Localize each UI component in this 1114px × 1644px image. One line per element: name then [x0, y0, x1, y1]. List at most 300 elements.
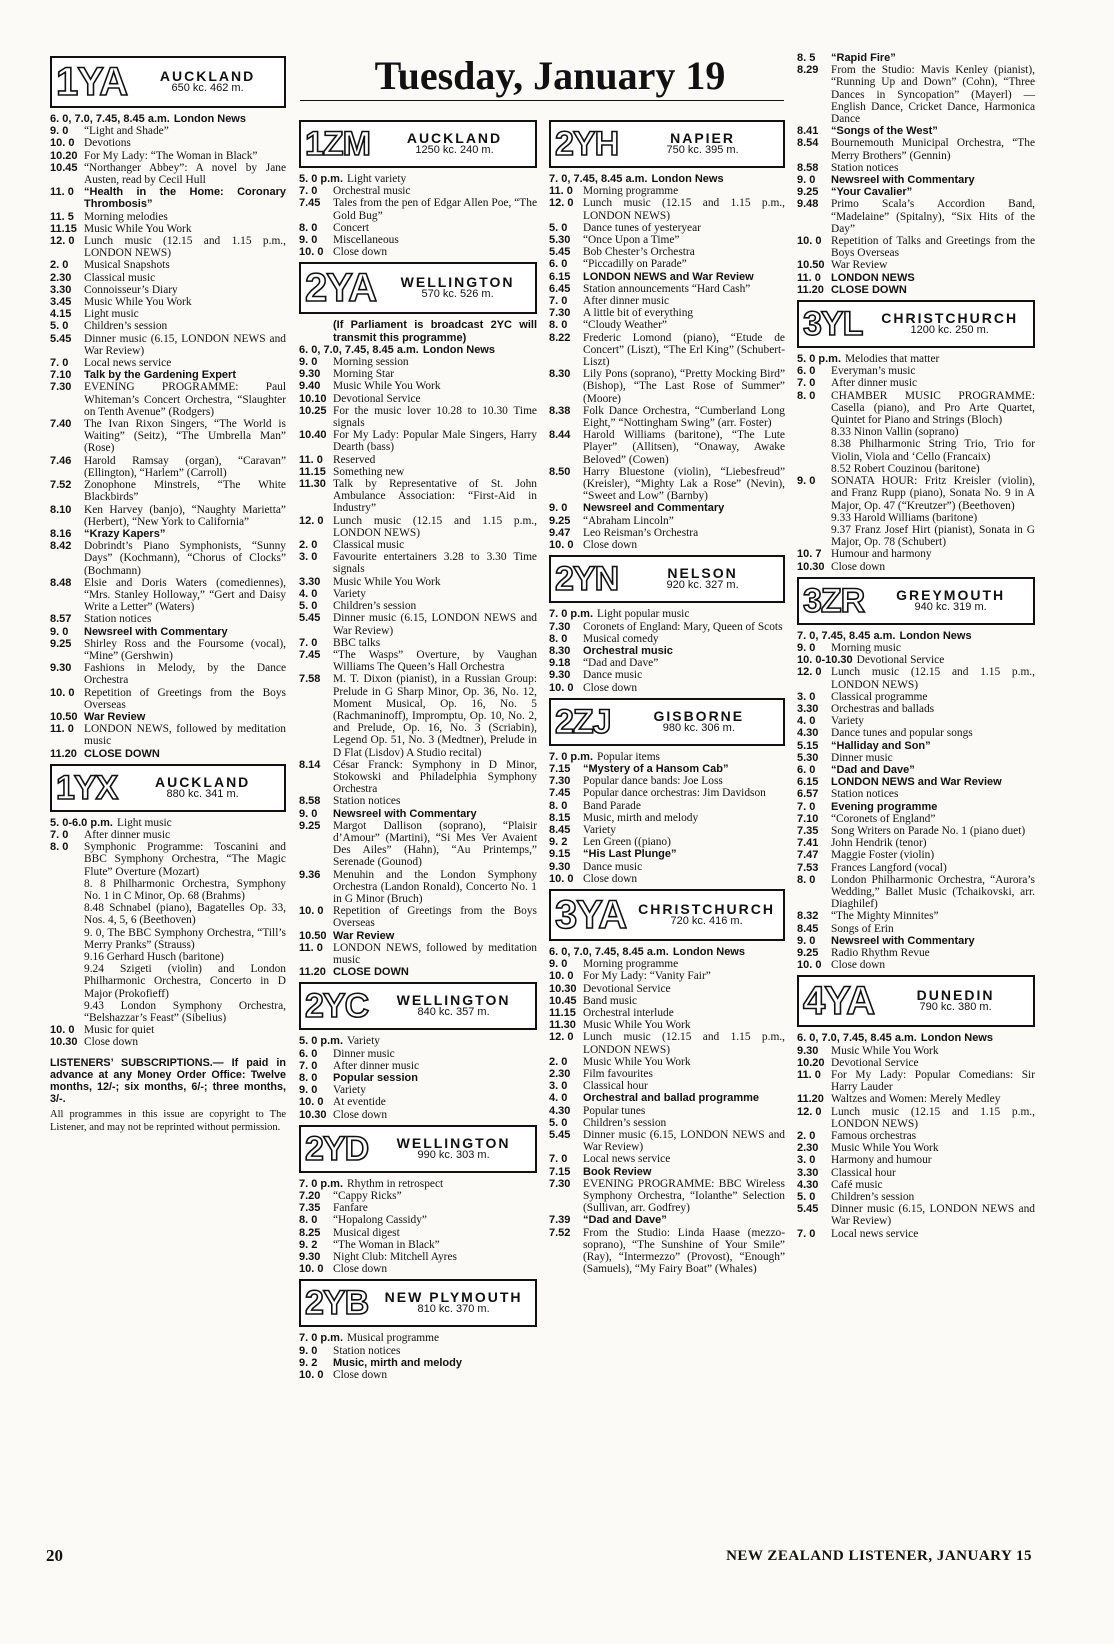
programme-description: Light music	[116, 816, 172, 829]
programme-entry	[549, 1068, 785, 1080]
programme-time: 10. 7	[797, 548, 822, 561]
programme-description: “Cappy Ricks”	[333, 1190, 402, 1203]
station-header-2yd	[299, 1125, 537, 1173]
station-details	[630, 900, 783, 927]
programme-time: 5.30	[797, 751, 819, 764]
programme-description: Lunch music (12.15 and 1.15 p.m., LONDON NEWS)	[831, 1105, 1035, 1130]
programme-time: 7.30	[50, 381, 72, 394]
programme-description: Dance tunes of yesteryear	[583, 221, 701, 234]
programme-description: For the music lover 10.28 to 10.30 Time signals	[333, 404, 537, 430]
programme-description: Dinner music (6.15, LONDON NEWS and War Review)	[84, 332, 286, 357]
programme-description: Harmony and humour	[831, 1154, 932, 1167]
programme-description: “Songs of the West”	[831, 125, 938, 138]
programme-entry	[797, 1130, 1035, 1142]
programme-description: Dinner music (6.15, LONDON NEWS and War Review)	[333, 612, 537, 637]
programme-description: Shirley Ross and the Foursome (vocal), “Mine” (Gershwin)	[84, 637, 286, 662]
programme-description: Music, mirth and melody	[583, 811, 699, 824]
programme-description: Everyman’s music	[831, 365, 916, 378]
programme-entry	[50, 841, 286, 878]
programme-entry	[299, 1345, 537, 1357]
programme-entry	[549, 848, 785, 860]
programme-time: 6.15	[797, 776, 819, 789]
programme-entry	[50, 662, 286, 686]
station-header-3zr	[797, 577, 1035, 625]
programme-entry	[50, 150, 286, 162]
column-3	[549, 116, 785, 1275]
programme-description: War Review	[84, 710, 146, 723]
programme-time: 6.57	[797, 788, 819, 801]
programme-description: Music While You Work	[333, 575, 441, 588]
programme-entry	[797, 1032, 1035, 1044]
programme-entry	[549, 368, 785, 405]
station-details	[372, 1134, 535, 1161]
programme-time: 2.30	[797, 1142, 819, 1155]
programme-description: LONDON NEWS, followed by meditation music	[333, 941, 537, 966]
programme-description: Variety	[831, 715, 864, 728]
programme-entry	[549, 763, 785, 775]
programme-subitem	[797, 463, 1035, 475]
programme-entry	[549, 800, 785, 812]
programme-description: “Cloudy Weather”	[583, 319, 667, 332]
programme-time: 4.30	[549, 1104, 571, 1117]
programme-time: 11. 0	[549, 185, 573, 198]
programme-description: Musical digest	[333, 1226, 400, 1239]
programme-entry	[549, 429, 785, 466]
station-details	[878, 989, 1033, 1013]
programme-entry	[797, 198, 1035, 235]
programme-entry	[797, 64, 1035, 125]
programme-time: 4.30	[797, 727, 819, 740]
programme-entry	[299, 551, 537, 575]
programme-entry	[549, 751, 785, 763]
programme-entry	[549, 197, 785, 221]
programme-entry	[50, 540, 286, 577]
programme-description: “Dad and Dave”	[583, 1214, 667, 1227]
station-details	[622, 129, 783, 156]
programme-description: Connoisseur’s Diary	[84, 283, 178, 296]
programme-entry	[797, 825, 1035, 837]
programme-time: 7.10	[797, 812, 819, 825]
programme-description: London News	[899, 629, 972, 642]
programme-entry	[299, 1357, 537, 1369]
programme-description: Children’s session	[831, 1191, 915, 1204]
programme-entry	[797, 752, 1035, 764]
programme-entry	[549, 1056, 785, 1068]
programme-entry	[299, 1369, 537, 1381]
programme-subitem	[797, 426, 1035, 438]
programme-description: 8.38 Philharmonic String Trio, Trio for Violin, Viola and ‘Cello (Francaix)	[831, 438, 1035, 463]
programme-description: Dance music	[583, 860, 643, 873]
station-frequency: 720 kc. 416 m.	[670, 914, 743, 927]
programme-description: 8.33 Ninon Vallin (soprano)	[831, 426, 959, 439]
programme-entry	[549, 173, 785, 185]
programme-entry	[797, 727, 1035, 739]
station-call-sign: 2YA	[305, 266, 377, 311]
programme-entry	[50, 748, 286, 760]
programme-entry	[797, 666, 1035, 690]
programme-entry	[50, 223, 286, 235]
programme-time: 9. 0	[797, 475, 816, 488]
programme-time: 11. 0	[299, 453, 323, 466]
programme-description: Station notices	[831, 788, 899, 801]
programme-time: 9. 0	[299, 1344, 318, 1357]
station-call-sign: 2YD	[305, 1129, 369, 1168]
programme-description: Lunch music (12.15 and 1.15 p.m., LONDON NEWS)	[583, 1031, 785, 1056]
programme-description: LONDON NEWS	[831, 271, 915, 284]
programme-description: London News	[173, 113, 246, 125]
programme-entry	[549, 502, 785, 514]
programme-entry	[797, 365, 1035, 377]
programme-description: Fashions in Melody, by the Dance Orchestra	[84, 662, 286, 687]
programme-time: 7.40	[50, 418, 72, 431]
programme-entry	[797, 1045, 1035, 1057]
programme-entry	[50, 504, 286, 528]
programme-description: War Review	[831, 259, 888, 272]
programme-entry	[299, 673, 537, 758]
programme-subitem	[797, 524, 1035, 548]
programme-time: 10.20	[50, 149, 78, 162]
programme-entry	[797, 377, 1035, 389]
programme-entry	[797, 801, 1035, 813]
programme-time: 6. 0	[797, 365, 816, 378]
programme-time: 9.30	[299, 1251, 321, 1264]
programme-time: 11.20	[797, 283, 824, 296]
programme-time: 7.39	[549, 1214, 571, 1227]
programme-time: 6.15	[549, 270, 571, 283]
programme-entry	[797, 52, 1035, 64]
programme-description: John Hendrik (tenor)	[831, 837, 927, 850]
programme-entry	[549, 527, 785, 539]
programme-description: Devotional Service	[583, 982, 671, 995]
programme-description: CLOSE DOWN	[333, 966, 409, 979]
programme-entry	[549, 185, 785, 197]
programme-time: 8. 5	[797, 52, 816, 64]
programme-subitem	[50, 927, 286, 951]
programme-time: 10.50	[797, 259, 825, 272]
programme-description: Close down	[333, 1263, 388, 1276]
programme-description: Music While You Work	[583, 1055, 691, 1068]
station-details	[868, 586, 1033, 613]
programme-entry	[50, 577, 286, 614]
station-details	[380, 276, 535, 300]
programme-time: 8.29	[797, 64, 819, 77]
programme-entry	[797, 162, 1035, 174]
programme-description: Variety	[347, 1035, 380, 1048]
programme-time: 8. 0	[299, 1072, 318, 1084]
programme-entry	[797, 813, 1035, 825]
programme-time: 7. 0	[299, 636, 318, 649]
programme-time: 8.58	[797, 161, 819, 174]
programme-time: 4.30	[797, 1178, 819, 1191]
programme-description: “The Woman in Black”	[333, 1238, 440, 1251]
programme-time: 11.15	[549, 1006, 576, 1019]
programme-description: Local news service	[831, 1227, 919, 1240]
programme-description: LONDON NEWS and War Review	[831, 776, 1002, 789]
programme-time: 10. 0	[549, 539, 574, 552]
station-city: NELSON	[667, 565, 738, 582]
programme-time: 10. 0	[797, 959, 822, 972]
programme-description: Talk by Representative of St. John Ambulance Association: “First-Aid in Industry”	[333, 478, 537, 515]
programme-time: 7. 0 p.m.	[549, 750, 594, 763]
programme-description: “Krazy Kapers”	[84, 527, 166, 540]
programme-entry	[299, 1263, 537, 1275]
programme-description: Light popular music	[597, 608, 690, 621]
programme-entry	[50, 320, 286, 332]
programme-subitem	[299, 319, 537, 343]
programme-entry	[299, 405, 537, 429]
station-frequency: 810 kc. 370 m.	[417, 1303, 490, 1316]
programme-time: 9. 0	[299, 356, 318, 369]
programme-entry	[50, 137, 286, 149]
programme-time: 8.38	[549, 404, 571, 417]
station-call-sign: 1ZM	[305, 125, 370, 163]
programme-time: 8.15	[549, 811, 571, 824]
programme-entry	[797, 475, 1035, 512]
programme-entry	[549, 1227, 785, 1276]
programme-time: 7. 0	[50, 828, 69, 841]
station-frequency: 790 kc. 380 m.	[919, 1001, 992, 1014]
programme-description: Melodies that matter	[845, 353, 940, 366]
programme-time: 11.20	[797, 1093, 824, 1106]
programme-entry	[299, 600, 537, 612]
programme-entry	[299, 234, 537, 246]
programme-description: BBC talks	[333, 636, 381, 649]
programme-description: Primo Scala’s Accordion Band, “Madelaine” (Spitalny), “Six Hits of the Day”	[831, 198, 1035, 235]
station-details	[372, 1291, 535, 1315]
programme-entry	[50, 284, 286, 296]
programme-description: Close down	[831, 560, 886, 573]
programme-entry	[299, 1202, 537, 1214]
programme-description: Lunch music (12.15 and 1.15 p.m., LONDON NEWS)	[831, 666, 1035, 691]
programme-description: Dinner music (6.15, LONDON NEWS and War Review)	[583, 1129, 785, 1154]
programme-description: Film favourites	[583, 1067, 653, 1080]
programme-description: Rhythm in retrospect	[347, 1177, 444, 1190]
programme-description: Devotional Service	[856, 654, 945, 667]
programme-description: After dinner music	[583, 295, 670, 308]
programme-time: 9. 0	[549, 502, 568, 515]
programme-time: 9.25	[797, 947, 819, 959]
programme-description: Night Club: Mitchell Ayres	[333, 1251, 457, 1264]
station-frequency: 920 kc. 327 m.	[666, 579, 739, 592]
programme-entry	[549, 258, 785, 270]
programme-time: 9. 0	[299, 1084, 318, 1097]
programme-entry	[797, 715, 1035, 727]
programme-description: CLOSE DOWN	[831, 283, 907, 296]
programme-time: 7.45	[299, 197, 321, 210]
programme-time: 6. 0, 7.0, 7.45, 8.45 a.m.	[50, 113, 170, 125]
programme-entry	[50, 418, 286, 455]
programme-description: Lily Pons (soprano), “Pretty Mocking Bird” (Bishop), “The Last Rose of Summer” (Moore)	[583, 368, 785, 405]
programme-time: 10.50	[299, 929, 327, 942]
programme-entry	[50, 333, 286, 357]
programme-time: 2. 0	[299, 539, 318, 552]
programme-entry	[50, 186, 286, 210]
programme-description: Fanfare	[333, 1202, 368, 1215]
programme-time: 8. 0	[50, 841, 69, 854]
programme-description: Music While You Work	[84, 222, 192, 235]
programme-time: 9. 0	[797, 934, 816, 947]
programme-description: Devotional Service	[333, 392, 421, 405]
programme-entry	[797, 910, 1035, 922]
programme-entry	[299, 637, 537, 649]
programme-entry	[299, 759, 537, 796]
programme-entry	[299, 1096, 537, 1108]
programme-entry	[549, 307, 785, 319]
station-city: WELLINGTON	[400, 274, 515, 291]
programme-entry	[50, 479, 286, 503]
programme-entry	[299, 905, 537, 929]
programme-time: 8.45	[549, 823, 571, 836]
programme-description: “Northanger Abbey”: A novel by Jane Austen, read by Cecil Hull	[84, 161, 286, 187]
programme-entry	[299, 966, 537, 978]
programme-time: 3.30	[797, 1166, 819, 1179]
programme-entry	[50, 711, 286, 723]
programme-entry	[797, 1179, 1035, 1191]
programme-time: 7. 0	[797, 800, 816, 813]
page-number: 20	[46, 1546, 63, 1565]
programme-time: 8. 0	[797, 389, 816, 402]
programme-entry	[549, 633, 785, 645]
programme-description: 9.16 Gerhard Husch (baritone)	[84, 951, 224, 963]
programme-entry	[299, 197, 537, 221]
programme-description: From the Studio: Mavis Kenley (pianist), “Running Up and Down” (Cohn), “Three Dances in Syncopation” (Mayerl) — English Dance, Cricket Dance, Harmonica Dance	[831, 64, 1035, 126]
programme-description: Orchestras and ballads	[831, 702, 935, 715]
programme-time: 8. 0	[549, 799, 568, 812]
programme-entry	[549, 657, 785, 669]
programme-entry	[797, 1167, 1035, 1179]
programme-time: 7. 0	[549, 295, 568, 308]
programme-description: Song Writers on Parade No. 1 (piano duet)	[831, 824, 1026, 837]
programme-entry	[50, 113, 286, 125]
programme-entry	[50, 613, 286, 625]
programme-description: Menuhin and the London Symphony Orchestra (Landon Ronald), Concerto No. 1 in G Minor (Bruch)	[333, 868, 537, 905]
programme-description: Station notices	[84, 613, 152, 626]
programme-entry	[797, 174, 1035, 186]
programme-description: “Rapid Fire”	[831, 52, 896, 64]
programme-time: 7.10	[50, 369, 72, 382]
station-call-sign: 3YA	[555, 892, 627, 937]
programme-subitem	[50, 902, 286, 926]
programme-time: 5.45	[299, 612, 321, 625]
programme-description: Newsreel and Commentary	[583, 502, 725, 515]
station-city: AUCKLAND	[154, 773, 251, 790]
programme-entry	[549, 319, 785, 331]
programme-time: 7. 0	[299, 1059, 318, 1072]
programme-description: Musical comedy	[583, 632, 659, 645]
programme-entry	[50, 272, 286, 284]
programme-time: 10.45	[549, 994, 577, 1007]
programme-time: 10.30	[797, 560, 825, 573]
programme-description: Close down	[831, 959, 886, 972]
programme-entry	[299, 1072, 537, 1084]
programme-time: 5. 0	[549, 1116, 568, 1129]
station-call-sign: 4YA	[803, 979, 875, 1024]
programme-time: 7.46	[50, 454, 72, 467]
station-header-3yl	[797, 300, 1035, 348]
programme-time: 12. 0	[50, 235, 75, 248]
programme-description: M. T. Dixon (pianist), in a Russian Group: Prelude in G Sharp Minor, Op. 36, No. 12, Moment Musical, Op. 16, No. 5 (Rachmaninoff), Impromptu, Op. 10, No. 2, and Prelude, Op. 16, No. 3 (Scriabin), Legend Op. 51, No. 3 (Medtner), Prelude in D Flat (Lisdov) A Studio recital)	[333, 673, 537, 759]
programme-time: 10.40	[299, 429, 327, 442]
programme-entry	[299, 478, 537, 515]
programme-time: 10.30	[299, 1108, 327, 1121]
programme-description: Bournemouth Municipal Orchestra, “The Merry Brothers” (Gennin)	[831, 137, 1035, 162]
programme-description: Music for quiet	[84, 1024, 155, 1037]
programme-description: 9.33 Harold Williams (baritone)	[831, 511, 978, 524]
programme-time: 9.25	[299, 819, 321, 832]
programme-description: “Hopalong Cassidy”	[333, 1214, 427, 1227]
programme-time: 12. 0	[299, 514, 324, 527]
programme-entry	[797, 1057, 1035, 1069]
programme-time: 9. 0	[797, 174, 816, 187]
programme-description: Waltzes and Women: Merely Medley	[831, 1093, 1001, 1106]
programme-time: 6. 0	[299, 1047, 318, 1060]
programme-time: 3.45	[50, 296, 72, 309]
programme-time: 8. 0	[299, 1214, 318, 1227]
programme-description: Dinner music	[831, 751, 893, 764]
programme-time: 8.32	[797, 910, 819, 923]
station-header-2yc	[299, 982, 537, 1030]
programme-entry	[50, 381, 286, 418]
programme-description: Variety	[583, 823, 616, 836]
programme-time: 8.14	[299, 758, 321, 771]
programme-description: Classical programme	[831, 690, 928, 703]
programme-time: 2. 0	[549, 1055, 568, 1068]
programme-entry	[549, 1092, 785, 1104]
programme-time: 5.45	[549, 1129, 571, 1141]
programme-time: 9. 0	[797, 641, 816, 654]
programme-entry	[797, 947, 1035, 959]
programme-entry	[549, 539, 785, 551]
programme-time: 10. 0	[549, 872, 574, 885]
programme-description: Popular dance orchestras: Jim Davidson	[583, 787, 766, 800]
programme-time: 9. 0	[299, 234, 318, 247]
programme-description: London Philharmonic Orchestra, “Aurora’s Wedding,” Ballet Music (Tchaikovski, arr. Diaghilef)	[831, 873, 1035, 911]
programme-description: Band Parade	[583, 799, 641, 812]
programme-description: War Review	[333, 929, 395, 942]
programme-description: Children’s session	[333, 600, 417, 613]
programme-entry	[797, 137, 1035, 161]
programme-description: EVENING PROGRAMME: Paul Whiteman’s Concert Orchestra, “Slaughter on Tenth Avenue” (Rodgers)	[84, 381, 286, 418]
programme-entry	[50, 125, 286, 137]
programme-description: Dance music	[583, 669, 643, 682]
station-header-2ya	[299, 262, 537, 314]
programme-description: Orchestral and ballad programme	[583, 1092, 760, 1105]
station-header-2zj	[549, 698, 785, 746]
programme-time: 12. 0	[797, 666, 822, 679]
programme-description: “Once Upon a Time”	[583, 234, 680, 247]
station-frequency: 650 kc. 462 m.	[171, 82, 244, 94]
station-city: NAPIER	[670, 129, 736, 146]
station-details	[615, 707, 783, 734]
programme-entry	[797, 548, 1035, 560]
programme-description: After dinner music	[84, 828, 171, 841]
programme-entry	[549, 983, 785, 995]
programme-entry	[299, 454, 537, 466]
programme-description: LONDON NEWS, followed by meditation music	[84, 723, 286, 748]
programme-entry	[299, 429, 537, 453]
programme-description: Repetition of Greetings from the Boys Overseas	[84, 686, 286, 711]
programme-time: 2. 0	[797, 1130, 816, 1143]
programme-description: Humour and harmony	[831, 548, 932, 561]
programme-entry	[50, 162, 286, 186]
programme-description: Orchestral interlude	[583, 1006, 674, 1019]
programme-time: 11. 0	[797, 1069, 821, 1082]
programme-description: Morning programme	[583, 958, 679, 971]
station-header-1yx	[50, 764, 286, 812]
programme-entry	[50, 357, 286, 369]
programme-time: 3.30	[299, 575, 321, 588]
programme-entry	[549, 1214, 785, 1226]
